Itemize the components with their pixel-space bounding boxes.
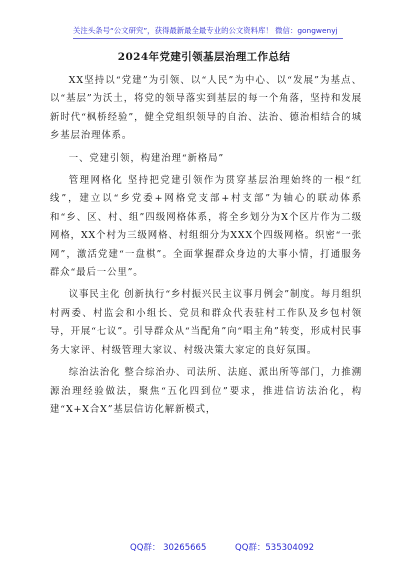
paragraph-intro: XX坚持以“党建”为引领、以“人民”为中心、以“发展”为基点、以“基层”为沃土，将党的领导落实到基层的每一个角落，坚持和发展新时代“枫桥经验”，健全党组织领导的自治、法治、德治相结合的城乡基层治理体系。 [50, 75, 362, 142]
paragraph-democratic-deliberation: 议事民主化 创新执行“乡村振兴民主议事月例会”制度。每月组织村两委、村监会和小组长、党员和群众代表驻村工作队及乡包村领导，开展“七议”。引导群众从“当配角”向“唱主角”转变，形成村民事务大家评、村级管理大家议、村级决策大家定的良好氛围。 [50, 289, 362, 356]
qq-group-1: QQ群： 30265665 [130, 543, 207, 553]
qq-group-2: QQ群：535304092 [235, 543, 315, 553]
document-title: 2024年党建引领基层治理工作总结 [117, 51, 291, 63]
paragraph-grid-management: 管理网格化 坚持把党建引领作为贯穿基层治理始终的一根“红线”，建立以“乡党委+网格党支部+村支部”为轴心的联动体系和“乡、区、村、组”四级网格体系，将全乡划分为X个区片作为二级网格，XX个村为三级网格、村组细分为XXX个四级网格。织密“一张网”，激活党建“一盘棋”。全面掌握群众身边的大事小情，打通服务群众“最后一公里”。 [50, 175, 362, 279]
paragraph-rule-of-law: 综治法治化 整合综治办、司法所、法庭、派出所等部门，力推溯源治理经验做法，聚焦“五化四到位”要求，推进信访法治化，构建“X+X合X”基层信访化解新模式， [50, 367, 362, 415]
promo-banner: 关注头条号“公文研究”，获得最新最全最专业的公文资料库！ 微信：gongwenyj [73, 24, 343, 39]
section-heading: 一、党建引领，构建治理“新格局” [68, 152, 225, 164]
footer [0, 540, 408, 556]
document-body [50, 72, 362, 423]
